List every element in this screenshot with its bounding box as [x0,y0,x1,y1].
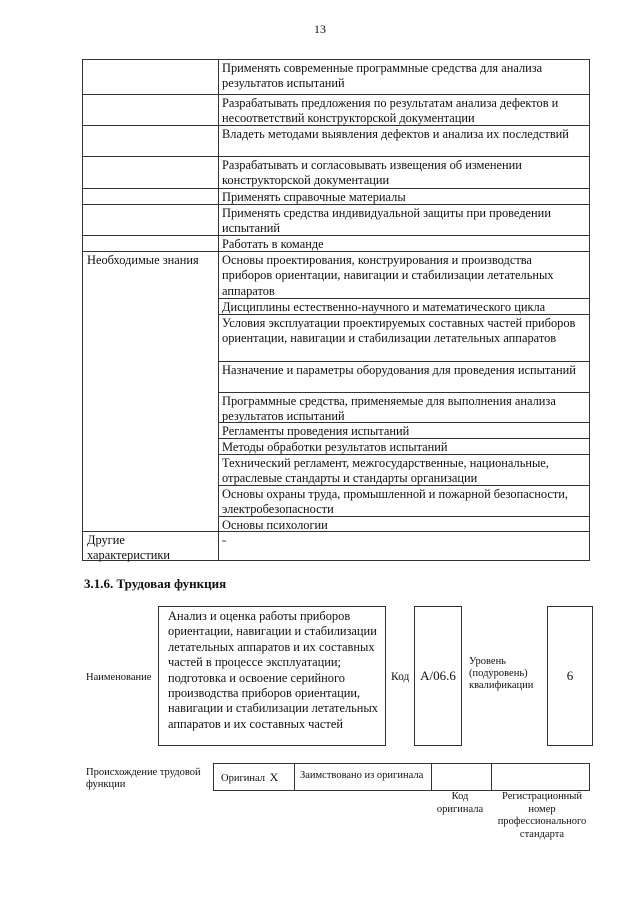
skill-item: Владеть методами выявления дефектов и анализа их последствий [222,127,569,141]
skill-item: Разрабатывать и согласовывать извещения об изменении конструкторской документации [222,158,522,188]
other-characteristics-value: - [222,533,227,547]
qualification-level-label: Уровень (подуровень) квалификации [469,656,534,691]
code-label: Код [391,671,410,683]
skill-item: Разрабатывать предложения по результатам анализа дефектов и несоответствий конструкторской документации [222,96,559,126]
origin-table [213,763,590,791]
table-row [83,60,589,94]
table-row [218,392,589,423]
knowledge-item: Условия эксплуатации проектируемых составных частей приборов ориентации, навигации и стабилизации летательных аппаратов [222,316,576,346]
table-row [83,235,589,252]
origin-cell-divider [294,764,295,790]
table-row [83,156,589,189]
page-number: 13 [314,22,326,36]
code-value: А/06.6 [414,606,462,746]
table-row [218,422,589,439]
knowledge-item: Основы психологии [222,518,328,532]
qualification-level-value: 6 [547,606,593,746]
skill-item: Применять современные программные средства для анализа результатов испытаний [222,61,543,91]
origin-reg-cell [491,764,492,790]
section-title: 3.1.6. Трудовая функция [84,576,227,591]
table-row [83,125,589,157]
table-row [218,485,589,517]
other-characteristics-label: Другие характеристики [87,533,171,563]
table-row [218,361,589,393]
table-row [83,204,589,236]
knowledge-item: Назначение и параметры оборудования для проведения испытаний [222,363,576,377]
knowledge-item: Основы проектирования, конструирования и производства приборов ориентации, навигации и стабилизации летательных аппаратов [222,253,554,298]
knowledge-item: Методы обработки результатов испытаний [222,440,448,454]
knowledge-item: Дисциплины естественно-научного и математического цикла [222,300,546,314]
knowledge-item: Программные средства, применяемые для выполнения анализа результатов испытаний [222,394,556,424]
code-original-caption: Код оригинала [436,791,484,815]
table-row [218,516,589,532]
knowledge-label: Необходимые знания [87,253,199,267]
skill-item: Применять средства индивидуальной защиты при проведении испытаний [222,206,551,236]
original-label: Оригинал X [221,770,279,784]
table-row [218,454,589,486]
skill-item: Работать в команде [222,237,324,251]
table-row [83,251,589,299]
table-row [218,438,589,455]
borrowed-label: Заимствовано из оригинала [300,770,424,781]
function-name-box: Анализ и оценка работы приборов ориентации, навигации и стабилизации летательных аппаратов и их составных частей в процессе эксплуатации; подготовка и освоение серийного производства приборов ориентации, навигации и стабилизации летательных аппаратов и их составных частей [158,606,386,746]
table-row [218,314,589,362]
skills-knowledge-table [82,59,590,561]
table-row [83,531,589,563]
skill-item: Применять справочные материалы [222,190,406,204]
knowledge-item: Регламенты проведения испытаний [222,424,410,438]
knowledge-item: Основы охраны труда, промышленной и пожарной безопасности, электробезопасности [222,487,569,517]
origin-code-cell [431,764,432,790]
name-label: Наименование [86,672,152,683]
knowledge-item: Технический регламент, межгосударственные, национальные, отраслевые стандарты и стандарты организации [222,456,549,486]
original-mark: X [269,770,279,784]
reg-number-caption: Регистрационный номер профессионального стандарта [497,791,587,840]
table-row [83,94,589,126]
origin-label: Происхождение трудовой функции [86,767,201,790]
table-row [218,298,589,315]
table-row [83,188,589,205]
